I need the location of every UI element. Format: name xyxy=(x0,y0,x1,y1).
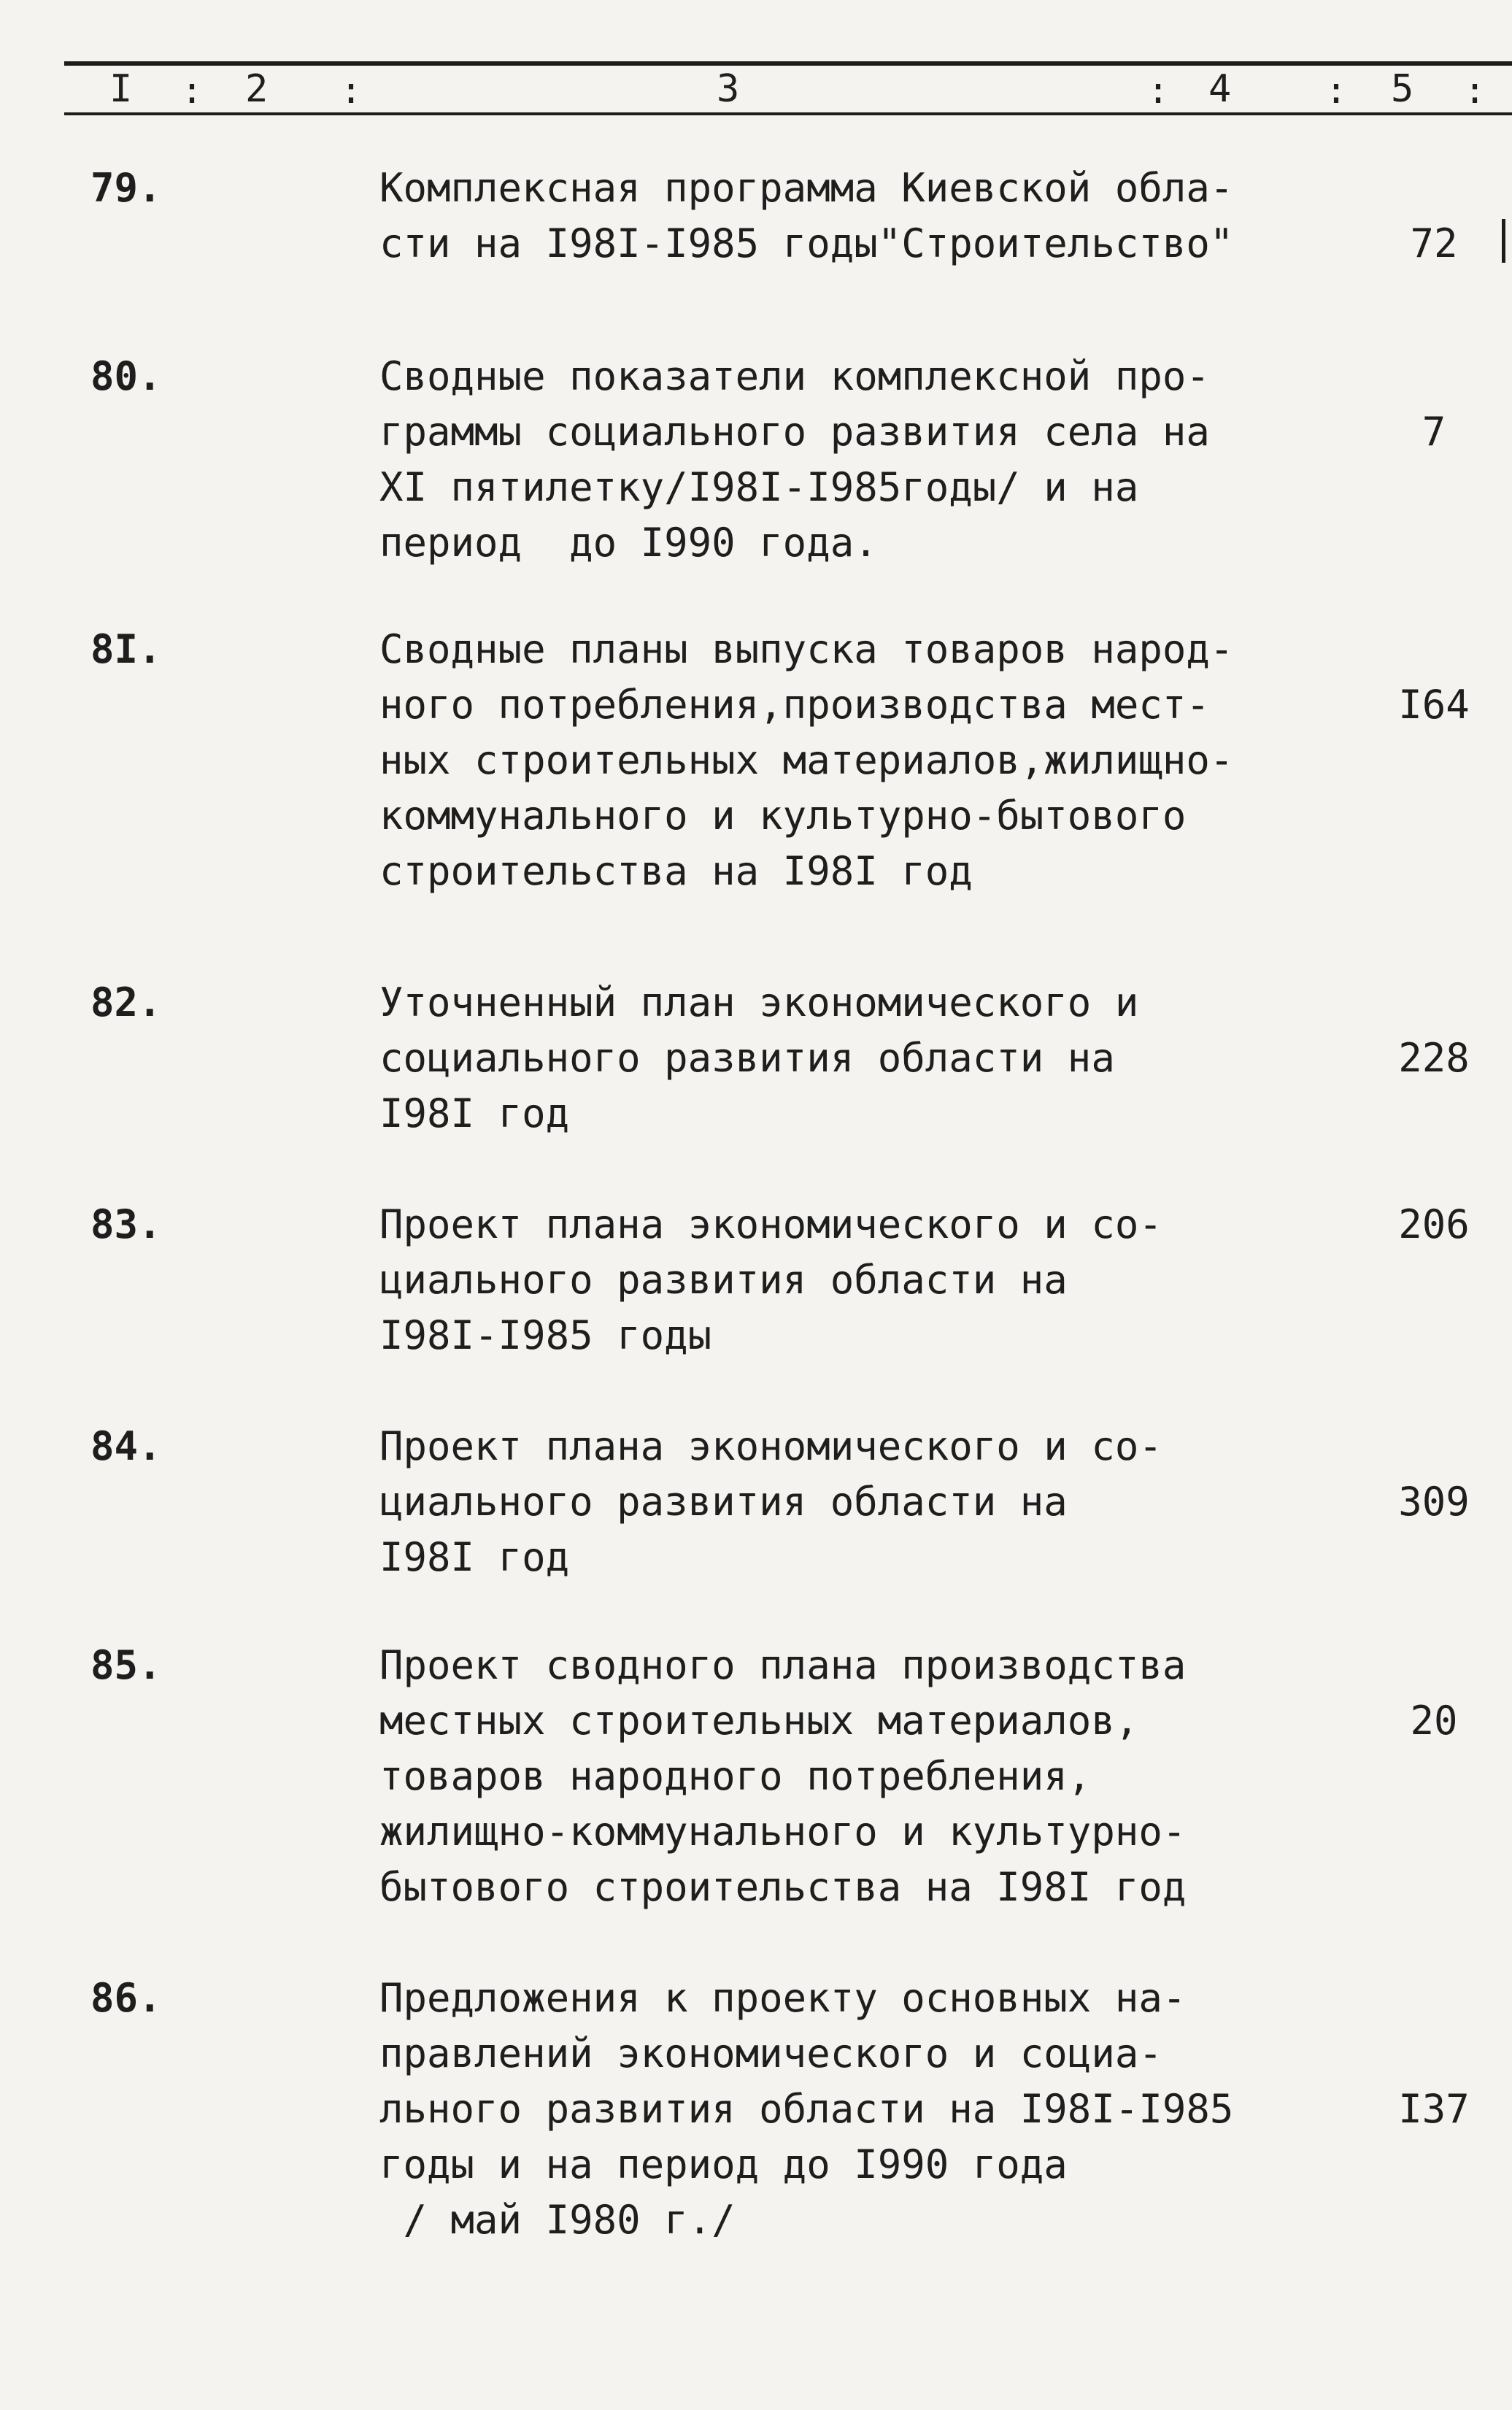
column-separator: : xyxy=(340,69,363,112)
entry-number: 8I. xyxy=(90,626,162,672)
description-line: правлений экономического и социа- xyxy=(379,2030,1162,2076)
column-header-2: 2 xyxy=(245,67,269,111)
entry-sheet-count: 206 xyxy=(1398,1201,1470,1247)
description-line: ного потребления,производства мест- xyxy=(379,682,1210,728)
description-line: Уточненный план экономического и xyxy=(379,979,1139,1025)
column-header-5: 5 xyxy=(1391,67,1414,111)
description-line: Проект плана экономического и со- xyxy=(379,1423,1162,1469)
entry-description xyxy=(379,975,1226,1142)
entry-sheet-count: 309 xyxy=(1398,1479,1470,1525)
description-line: циального развития области на xyxy=(379,1257,1068,1303)
description-line: льного развития области на I98I-I985 xyxy=(379,2086,1234,2132)
description-line: граммы социального развития села на xyxy=(379,409,1210,455)
column-separator: : xyxy=(1325,69,1348,112)
column-header-1: I xyxy=(109,67,133,111)
description-line: местных строительных материалов, xyxy=(379,1698,1139,1744)
description-line: бытового строительства на I98I год xyxy=(379,1864,1187,1910)
description-line: XI пятилетку/I98I-I985годы/ и на xyxy=(379,464,1139,510)
entry-description xyxy=(379,1197,1226,1363)
entry-number: 79. xyxy=(90,165,162,211)
entry-sheet-count: I37 xyxy=(1398,2086,1470,2132)
entry-sheet-count: 7 xyxy=(1422,409,1446,455)
description-line: Сводные планы выпуска товаров народ- xyxy=(379,626,1234,672)
entry-description xyxy=(379,622,1234,899)
column-separator: : xyxy=(1464,69,1486,112)
description-line: Предложения к проекту основных на- xyxy=(379,1975,1187,2021)
description-line: сти на I98I-I985 годы"Строительство" xyxy=(379,220,1234,266)
entry-description xyxy=(379,1971,1234,2248)
entry-number: 82. xyxy=(90,979,162,1025)
entry-description xyxy=(379,161,1234,272)
entry-sheet-count: 72 xyxy=(1410,220,1458,266)
column-header-3: 3 xyxy=(717,67,740,111)
column-header-4: 4 xyxy=(1208,67,1232,111)
header-top-rule xyxy=(64,61,1512,66)
margin-mark xyxy=(1502,219,1512,263)
entry-number: 83. xyxy=(90,1201,162,1247)
description-line: Проект сводного плана производства xyxy=(379,1642,1187,1688)
entry-sheet-count: 20 xyxy=(1410,1698,1458,1744)
entry-number: 86. xyxy=(90,1975,162,2021)
description-line: Проект плана экономического и со- xyxy=(379,1201,1162,1247)
entry-description xyxy=(379,1638,1226,1915)
description-line: Комплексная программа Киевской обла- xyxy=(379,165,1234,211)
description-line: товаров народного потребления, xyxy=(379,1753,1092,1799)
description-line: годы и на период до I990 года xyxy=(379,2141,1068,2187)
description-line: жилищно-коммунального и культурно- xyxy=(379,1809,1187,1855)
description-line: ных строительных материалов,жилищно- xyxy=(379,737,1234,783)
description-line: период до I990 года. xyxy=(379,520,878,566)
column-separator: : xyxy=(1147,69,1170,112)
description-line: циального развития области на xyxy=(379,1479,1068,1525)
description-line: / май I980 г./ xyxy=(379,2197,736,2243)
description-line: коммунального и культурно-бытового xyxy=(379,793,1187,839)
description-line: I98I-I985 годы xyxy=(379,1312,712,1358)
entry-description xyxy=(379,349,1226,571)
entry-number: 85. xyxy=(90,1642,162,1688)
description-line: строительства на I98I год xyxy=(379,848,973,894)
entry-description xyxy=(379,1419,1226,1585)
column-separator: : xyxy=(181,69,204,112)
entry-number: 80. xyxy=(90,353,162,399)
description-line: социального развития области на xyxy=(379,1035,1115,1081)
description-line: I98I год xyxy=(379,1534,570,1580)
entry-number: 84. xyxy=(90,1423,162,1469)
entry-sheet-count: I64 xyxy=(1398,682,1470,728)
description-line: I98I год xyxy=(379,1090,570,1136)
description-line: Сводные показатели комплексной про- xyxy=(379,353,1210,399)
entry-sheet-count: 228 xyxy=(1398,1035,1470,1081)
header-bottom-rule xyxy=(64,112,1512,115)
